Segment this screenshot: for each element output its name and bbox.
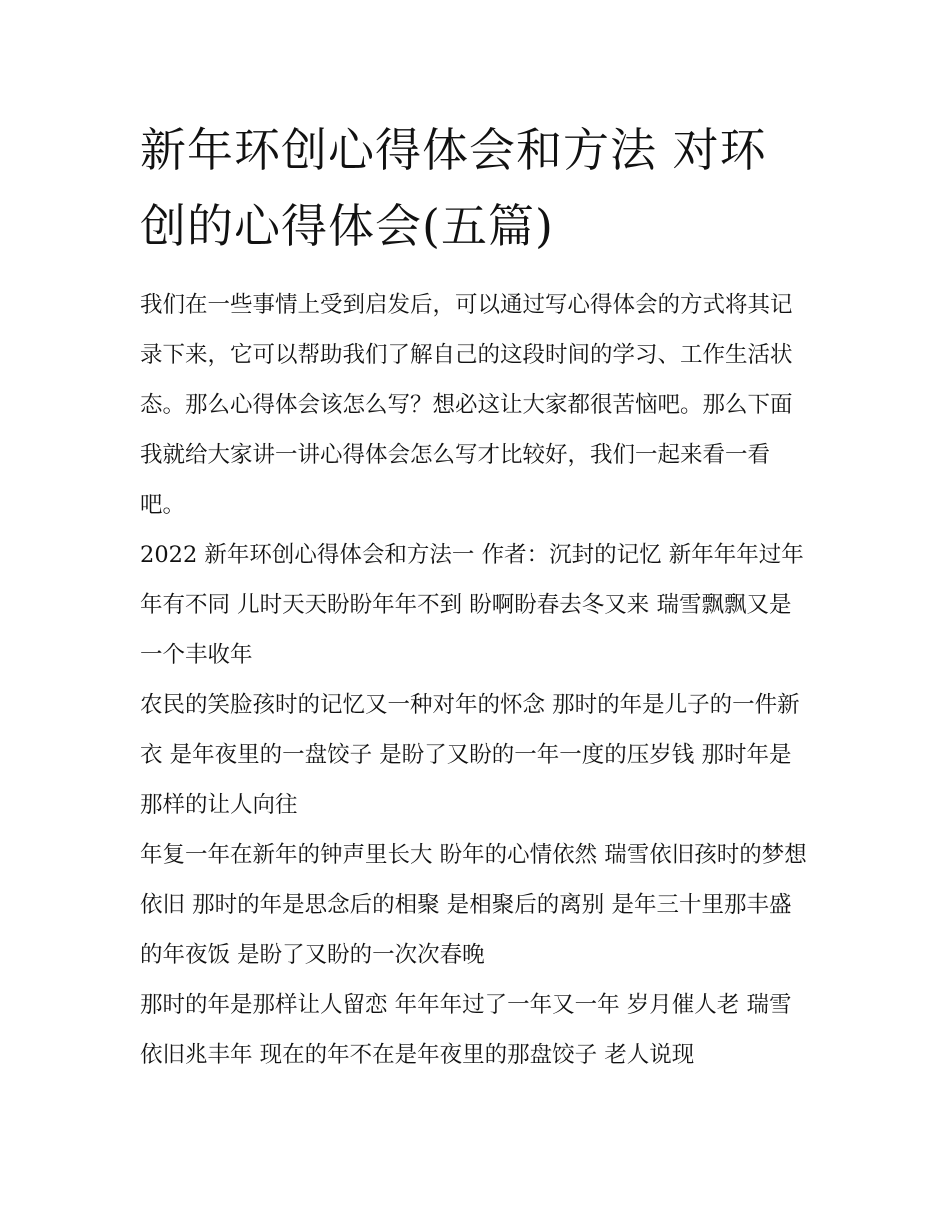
paragraph-present-year: 那时的年是那样让人留恋 年年年过了一年又一年 岁月催人老 瑞雪依旧兆丰年 现在的年不在是年夜里的那盘饺子 老人说现 bbox=[140, 992, 792, 1068]
paragraph-first-essay: 2022 新年环创心得体会和方法一 作者：沉封的记忆 新年年年过年年有不同 儿时天天盼盼年年不到 盼啊盼春去冬又来 瑞雪飘飘又是一个丰收年 bbox=[140, 542, 804, 668]
paragraph-childhood-memory: 农民的笑脸孩时的记忆又一种对年的怀念 那时的年是儿子的一件新衣 是年夜里的一盘饺子 是盼了又盼的一年一度的压岁钱 那时年是那样的让人向往 bbox=[140, 692, 800, 818]
document-title: 新年环创心得体会和方法 对环创的心得体会(五篇) bbox=[140, 123, 767, 253]
paragraph-growing-up: 年复一年在新年的钟声里长大 盼年的心情依然 瑞雪依旧孩时的梦想依旧 那时的年是思念后的相聚 是相聚后的离别 是年三十里那丰盛的年夜饭 是盼了又盼的一次次春晚 bbox=[140, 842, 807, 968]
paragraph-intro: 我们在一些事情上受到启发后，可以通过写心得体会的方式将其记录下来，它可以帮助我们了解自己的这段时间的学习、工作生活状态。那么心得体会该怎么写？想必这让大家都很苦恼吧。那么下面我就给大家讲一讲心得体会怎么写才比较好，我们一起来看一看吧。 bbox=[140, 292, 793, 518]
